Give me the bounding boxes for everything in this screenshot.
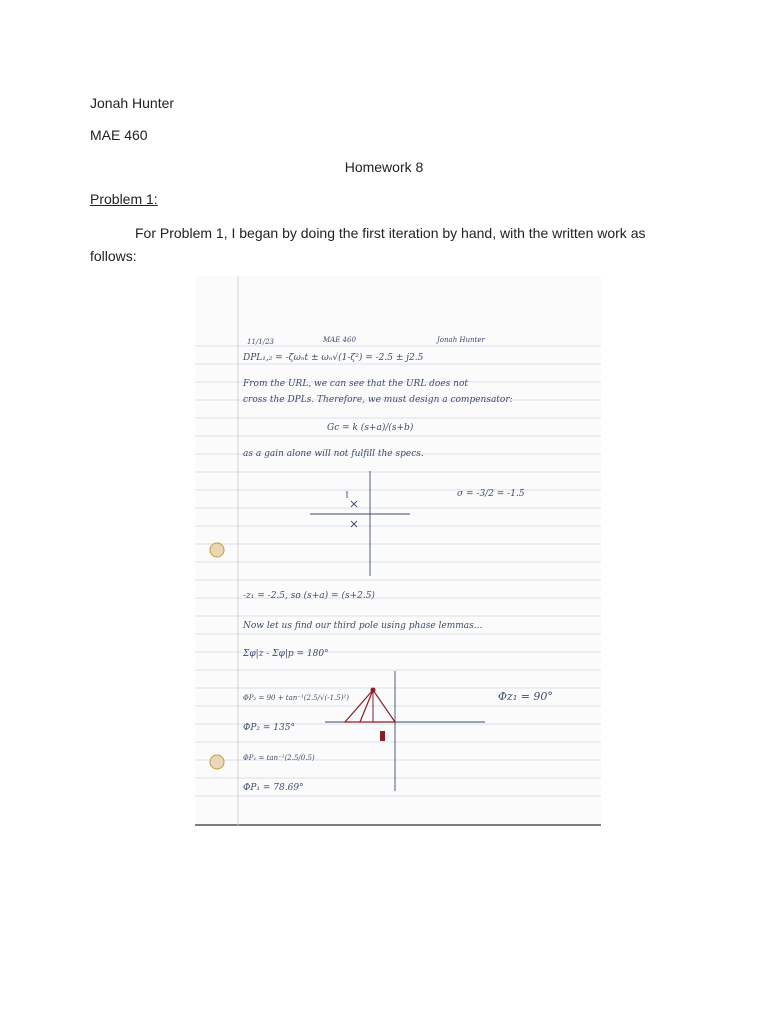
hw-dpl-equation: DPL₁,₂ = -ζωₙt ± ωₙ√(1-ζ²) = -2.5 ± j2.5 — [243, 353, 424, 363]
handwritten-notes-scan — [195, 276, 601, 826]
course-code: MAE 460 — [90, 127, 148, 143]
hw-phi-p2-value: ΦP₂ = 135° — [243, 723, 295, 733]
hw-phi-p1-value: ΦP₁ = 78.69° — [243, 783, 304, 793]
hw-phase-sum: Σφ|z - Σφ|p = 180° — [243, 649, 329, 659]
hw-header-date: 11/1/23 — [247, 338, 274, 346]
hw-header-name: Jonah Hunter — [437, 336, 485, 344]
hw-text-line-1: From the URL, we can see that the URL does not — [243, 379, 468, 389]
hw-phi-z1: Φz₁ = 90° — [498, 690, 553, 703]
hw-phi-p2-formula: ΦP₂ = 90 + tan⁻¹(2.5/√(-1.5)²) — [243, 694, 349, 702]
hw-header-course: MAE 460 — [323, 336, 356, 344]
hw-text-line-4: Now let us find our third pole using phase lemmas... — [243, 621, 483, 631]
hw-compensator-formula: Gc = k (s+a)/(s+b) — [327, 423, 414, 433]
homework-title: Homework 8 — [344, 159, 424, 175]
problem-heading: Problem 1: — [90, 191, 158, 207]
author-name: Jonah Hunter — [90, 95, 175, 111]
hw-text-line-3: as a gain alone will not fulfill the specs. — [243, 449, 424, 459]
notebook-page-image — [195, 276, 601, 826]
hw-text-line-2: cross the DPLs. Therefore, we must design a compensator: — [243, 395, 513, 405]
hw-sigma-note: σ = -3/2 = -1.5 — [457, 489, 525, 499]
intro-paragraph: For Problem 1, I began by doing the first iteration by hand, with the written work as follows: — [90, 225, 646, 264]
hw-zero-line: -z₁ = -2.5, so (s+a) = (s+2.5) — [243, 591, 375, 601]
hw-phi-p1-formula: ΦP₁ = tan⁻¹(2.5/0.5) — [243, 754, 315, 762]
